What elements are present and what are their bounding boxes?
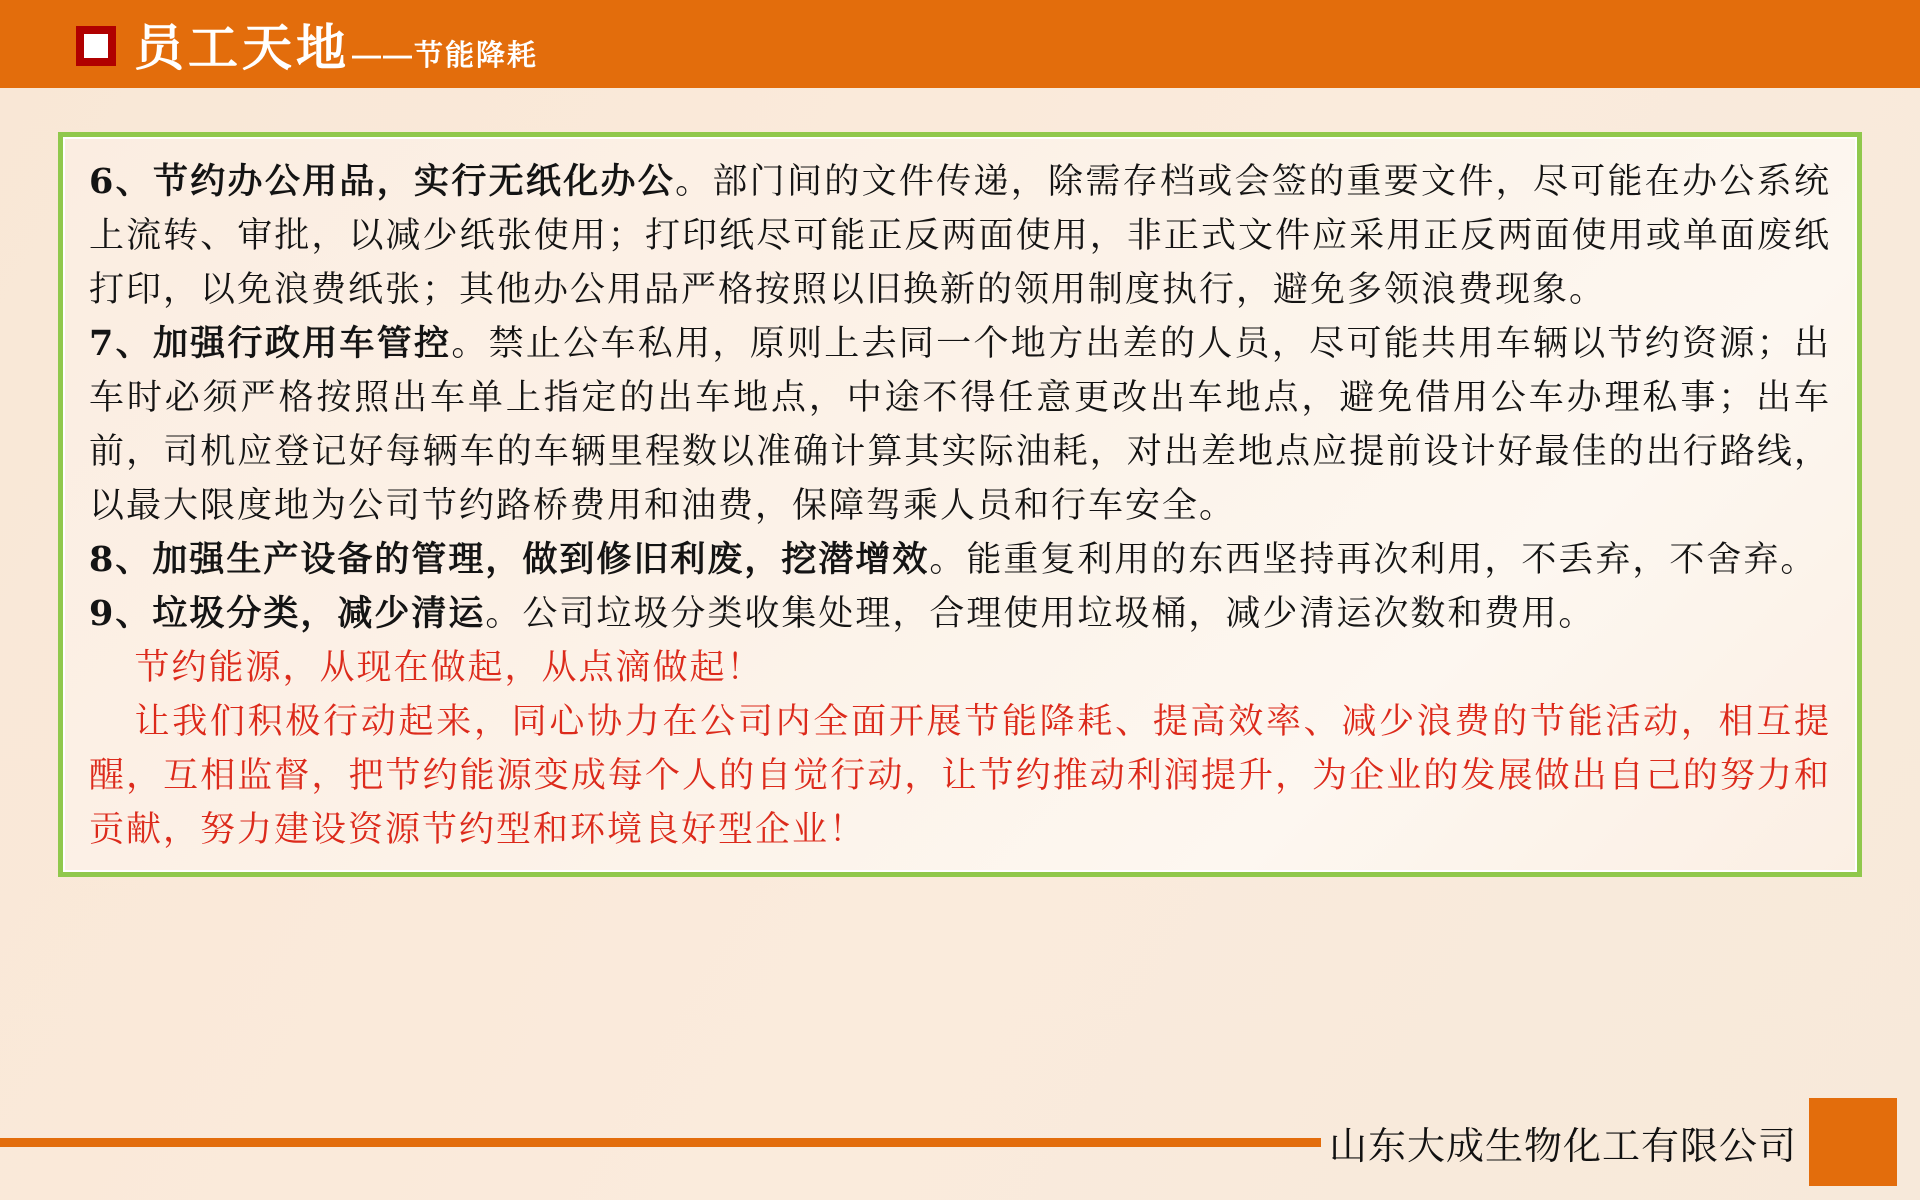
company-name: 山东大成生物化工有限公司 — [1328, 1125, 1797, 1168]
item-7: 7、加强行政用车管控。禁止公车私用，原则上去同一个地方出差的人员，尽可能共用车辆以节约资源；出车时必须严格按照出车单上指定的出车地点，中途不得任意更改出车地点，避免借用公车办理私事；出车前，司机应登记好每辆车的车辆里程数以准确计算其实际油耗，对出差地点应提前设计好最佳的出行路线，以最大限度地为公司节约路桥费用和油费，保障驾乘人员和行车安全。 — [89, 323, 1831, 526]
page-title — [134, 8, 538, 80]
footer-square — [1809, 1098, 1897, 1186]
header-bar — [0, 0, 1920, 88]
slogan-line: 节约能源，从现在做起，从点滴做起！ — [134, 648, 764, 688]
title-square-bullet-icon — [76, 26, 116, 66]
item-8: 8、加强生产设备的管理，做到修旧利废，挖潜增效。能重复利用的东西坚持再次利用，不丢弃，不舍弃。 — [89, 539, 1818, 580]
footer — [0, 1097, 1920, 1187]
item-9: 9、垃圾分类，减少清运。公司垃圾分类收集处理，合理使用垃圾桶，减少清运次数和费用。 — [89, 593, 1596, 634]
content-box — [58, 132, 1862, 877]
closing-paragraph: 让我们积极行动起来，同心协力在公司内全面开展节能降耗、提高效率、减少浪费的节能活动，相互提醒，互相监督，把节约能源变成每个人的自觉行动，让节约推动利润提升，为企业的发展做出自己的努力和贡献，努力建设资源节约型和环境良好型企业！ — [89, 702, 1831, 850]
item-6: 6、节约办公用品，实行无纸化办公。部门间的文件传递，除需存档或会签的重要文件，尽可能在办公系统上流转、审批，以减少纸张使用；打印纸尽可能正反两面使用，非正式文件应采用正反两面使用或单面废纸打印，以免浪费纸张；其他办公用品严格按照以旧换新的领用制度执行，避免多领浪费现象。 — [89, 161, 1831, 310]
page-title-subtitle: ——节能降耗 — [352, 40, 539, 72]
footer-divider — [0, 1138, 1321, 1147]
page-title-main: 员工天地 — [134, 20, 350, 76]
content-text — [63, 137, 1857, 872]
